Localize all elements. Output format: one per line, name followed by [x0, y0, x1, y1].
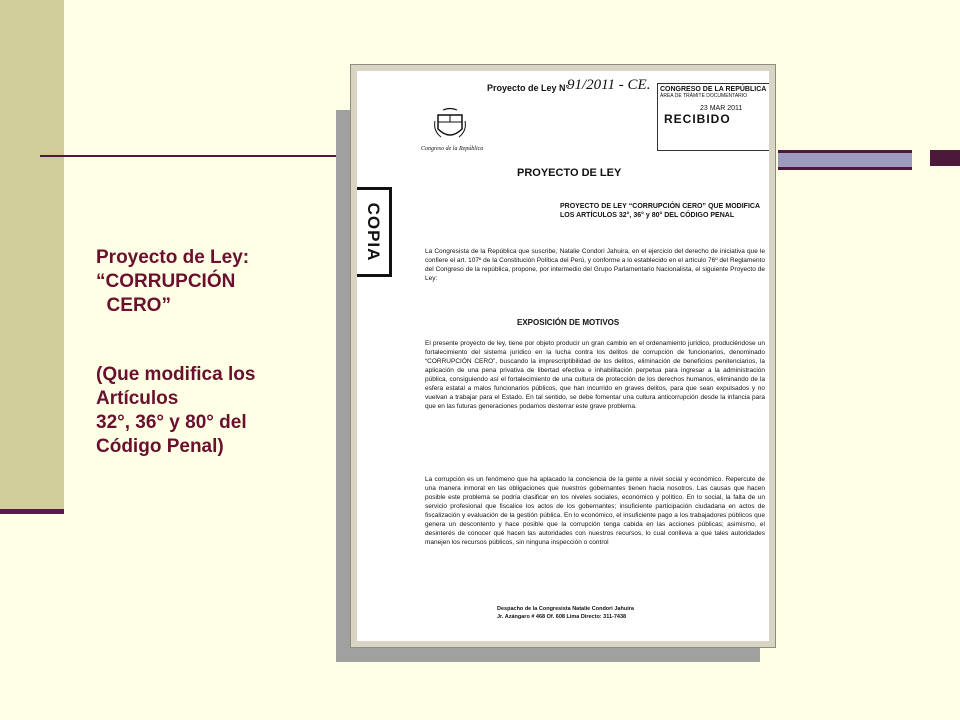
copia-label: COPIA [364, 202, 383, 262]
slide-note-line3: 32°, 36° y 80° del [96, 412, 247, 433]
stamp-received: RECIBIDO [664, 112, 731, 126]
doc-paragraph-2: La corrupción es un fenómeno que ha aplacado la conciencia de la gente a nivel social y económico. Repercute de una manera inmoral en las obligaciones que nuestros gobernantes tienen hacia nosotros. Las causas que hacen posible este problema se podría clasificar en los niveles sociales, económico y político. En lo social, la falta de un servicio profesional que fiscalice los actos de los gobernantes; insuficiente participación ciudadana en actos de fiscalización y evaluación de la gestión pública. En lo económico, el insuficiente pago a los trabajadores públicos que genera un descontento y hace posible que la corrupción tenga cabida en las acciones públicas; asimismo, el desinterés de conocer qué hacen las autoridades con nuestros recursos, lo cual conlleva a que tales autoridades manejen los recursos públicos, sin ninguna inspección o control [425, 476, 765, 546]
divider-line [40, 155, 340, 157]
doc-title: PROYECTO DE LEY [517, 167, 622, 179]
slide-note-line1: (Que modifica los [96, 364, 256, 385]
copia-stamp [357, 187, 392, 277]
slide-note-line4: Código Penal) [96, 436, 224, 457]
doc-subtitle: PROYECTO DE LEY “CORRUPCIÓN CERO” QUE MODIFICA LOS ARTÍCULOS 32°, 36° y 80° DEL CÓDIGO PENAL [560, 203, 760, 219]
stamp-line1: CONGRESO DE LA REPÚBLICA [660, 86, 767, 93]
doc-handwritten-number: 91/2011 - CE. [567, 77, 651, 93]
footer-line2: Jr. Azángaro # 468 Of. 608 Lima Directo: 311-7438 [497, 614, 627, 620]
stamp-date: 23 MAR 2011 [700, 105, 743, 112]
accent-bar-end [930, 150, 960, 166]
reception-stamp [657, 83, 769, 151]
stamp-line2: ÁREA DE TRÁMITE DOCUMENTARIO [660, 93, 748, 99]
doc-intro-paragraph: La Congresista de la República que suscribe, Natalie Condori Jahuira, en el ejercicio del derecho de iniciativa que le confiere el art. 107º de la Constitución Política del Perú, y conforme a lo establecido en el artículo 76º del Reglamento del Congreso de la república, propone, por intermedio del Grupo Parlamentario Nacionalista, el siguiente Proyecto de Ley: [425, 248, 765, 282]
left-accent-band [0, 0, 64, 514]
doc-footer [497, 605, 697, 621]
accent-bar-right [778, 150, 912, 170]
slide-note-line2: Artículos [96, 388, 179, 409]
exposicion-heading: EXPOSICIÓN DE MOTIVOS [517, 318, 620, 327]
slide-title-line2: CERO” [96, 295, 171, 316]
document-page [357, 71, 769, 641]
slide-heading: Proyecto de Ley: [96, 247, 250, 268]
divider-line-bottom [0, 509, 64, 514]
doc-paragraph-1: El presente proyecto de ley, tiene por objeto producir un gran cambio en el ordenamiento jurídico, produciéndose un fortalecimiento del sistema jurídico en la lucha contra los delitos de corrupción de funcionarios, denominado “CORRUPCIÓN CERO”, buscando la imprescriptibilidad de los delitos, eliminación de beneficios penitenciarios, la aplicación de una pena privativa de libertad efectiva e inhabilitación perpetua para ingresar a la administración pública, consiguiendo así el fortalecimiento de una cultura de protección de los derechos humanos, eliminando de la esfera estatal a malos funcionarios públicos, que han incurrido en graves delitos, para que sean expulsados y no vuelvan a trabajar para el Estado. En tal sentido, se debe fomentar una cultura anticorrupción desde la infancia para que en las futuras generaciones podamos desterrar este grave problema. [425, 340, 765, 410]
seal-caption: Congreso de la República [421, 146, 484, 152]
slide-title-line1: “CORRUPCIÓN [96, 271, 236, 292]
footer-line1: Despacho de la Congresista Natalie Condori Jahuira [497, 606, 634, 612]
congress-seal-icon [433, 107, 467, 143]
slide-text-block [96, 246, 336, 459]
doc-header-label: Proyecto de Ley N° [487, 83, 570, 93]
document-image-frame [350, 64, 776, 648]
